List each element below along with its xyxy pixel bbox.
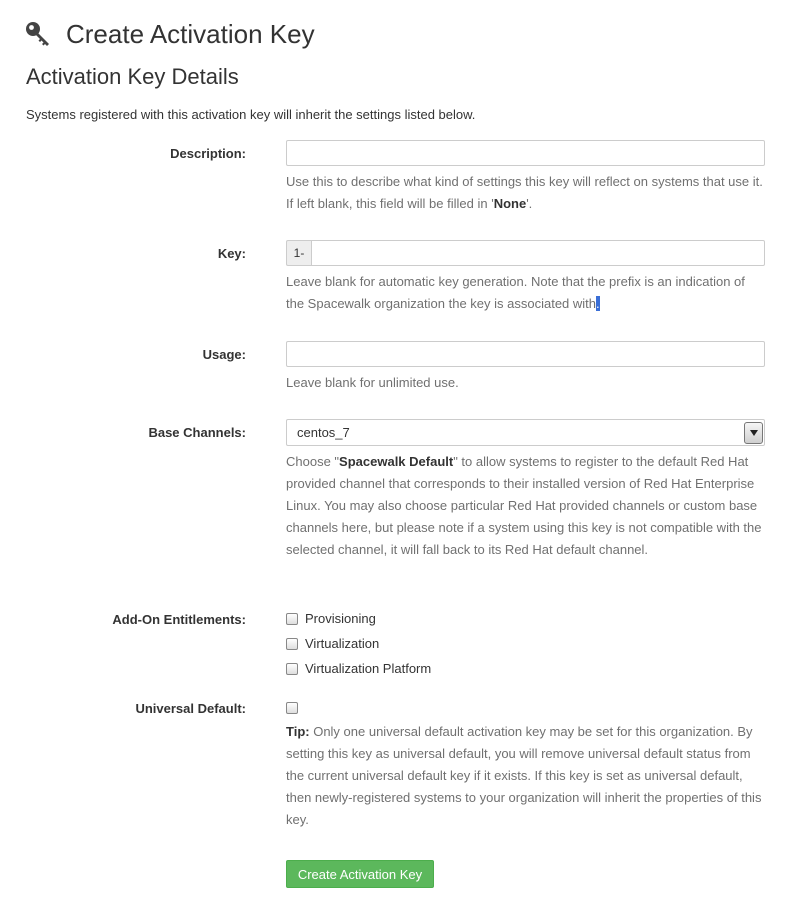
intro-text: Systems registered with this activation key will inherit the settings listed below. — [26, 107, 476, 122]
virtualization-platform-checkbox[interactable] — [286, 663, 298, 675]
usage-group — [286, 341, 765, 394]
addon-provisioning[interactable] — [286, 606, 765, 631]
virtualization-checkbox[interactable] — [286, 638, 298, 650]
key-prefix: 1- — [286, 240, 311, 266]
key-group — [286, 240, 765, 315]
description-help: Use this to describe what kind of settings this key will reflect on systems that use it. If left blank, this field will be filled in 'None'. — [286, 174, 763, 211]
page-header — [24, 14, 315, 54]
usage-input[interactable] — [286, 341, 765, 367]
key-icon — [24, 20, 52, 48]
description-group — [286, 140, 765, 215]
base-channels-selected: centos_7 — [297, 425, 350, 440]
addons-group — [286, 606, 765, 681]
base-channels-group — [286, 419, 765, 561]
universal-default-row[interactable] — [286, 695, 765, 720]
provisioning-checkbox[interactable] — [286, 613, 298, 625]
key-help: Leave blank for automatic key generation. Note that the prefix is an indication of the Spacewalk organization the key is associated with. — [286, 274, 745, 311]
tip-label: Tip: — [286, 724, 310, 739]
chevron-down-icon[interactable] — [744, 422, 763, 444]
universal-default-tip: Tip: Only one universal default activation key may be set for this organization. By setting this key as universal default, you will remove universal default status from the current universal default key if it exists. If this key is set as universal default, then newly-registered systems to your organization will inherit the properties of this key. — [286, 724, 762, 827]
description-label: Description: — [170, 146, 246, 161]
addon-label: Provisioning — [305, 611, 376, 626]
base-channels-select[interactable] — [286, 419, 765, 446]
none-keyword: None — [493, 196, 527, 211]
universal-default-label: Universal Default: — [135, 701, 246, 716]
key-label: Key: — [217, 246, 246, 261]
base-channels-label: Base Channels: — [148, 425, 246, 440]
addons-label: Add-On Entitlements: — [112, 612, 246, 627]
base-channels-help: Choose "Spacewalk Default" to allow systems to register to the default Red Hat provided channel that corresponds to their installed version of Red Hat Enterprise Linux. You may also choose particular Red Hat provided channels or custom base channels here, but please note if a system using this key is not compatible with the selected channel, it will fall back to its Red Hat default channel. — [286, 454, 762, 557]
description-input[interactable] — [286, 140, 765, 166]
universal-default-checkbox[interactable] — [286, 702, 298, 714]
addon-virtualization-platform[interactable] — [286, 656, 765, 681]
section-title: Activation Key Details — [26, 64, 239, 89]
create-activation-key-button[interactable]: Create Activation Key — [286, 860, 434, 888]
key-input-group — [286, 240, 765, 266]
page-title: Create Activation Key — [66, 18, 315, 49]
addon-label: Virtualization — [305, 636, 380, 651]
spacewalk-default-keyword: Spacewalk Default — [339, 454, 454, 469]
usage-label: Usage: — [202, 347, 246, 362]
usage-help: Leave blank for unlimited use. — [286, 375, 459, 390]
universal-default-group — [286, 695, 765, 831]
addon-virtualization[interactable] — [286, 631, 765, 656]
key-input[interactable] — [311, 240, 765, 266]
addon-label: Virtualization Platform — [305, 661, 432, 676]
